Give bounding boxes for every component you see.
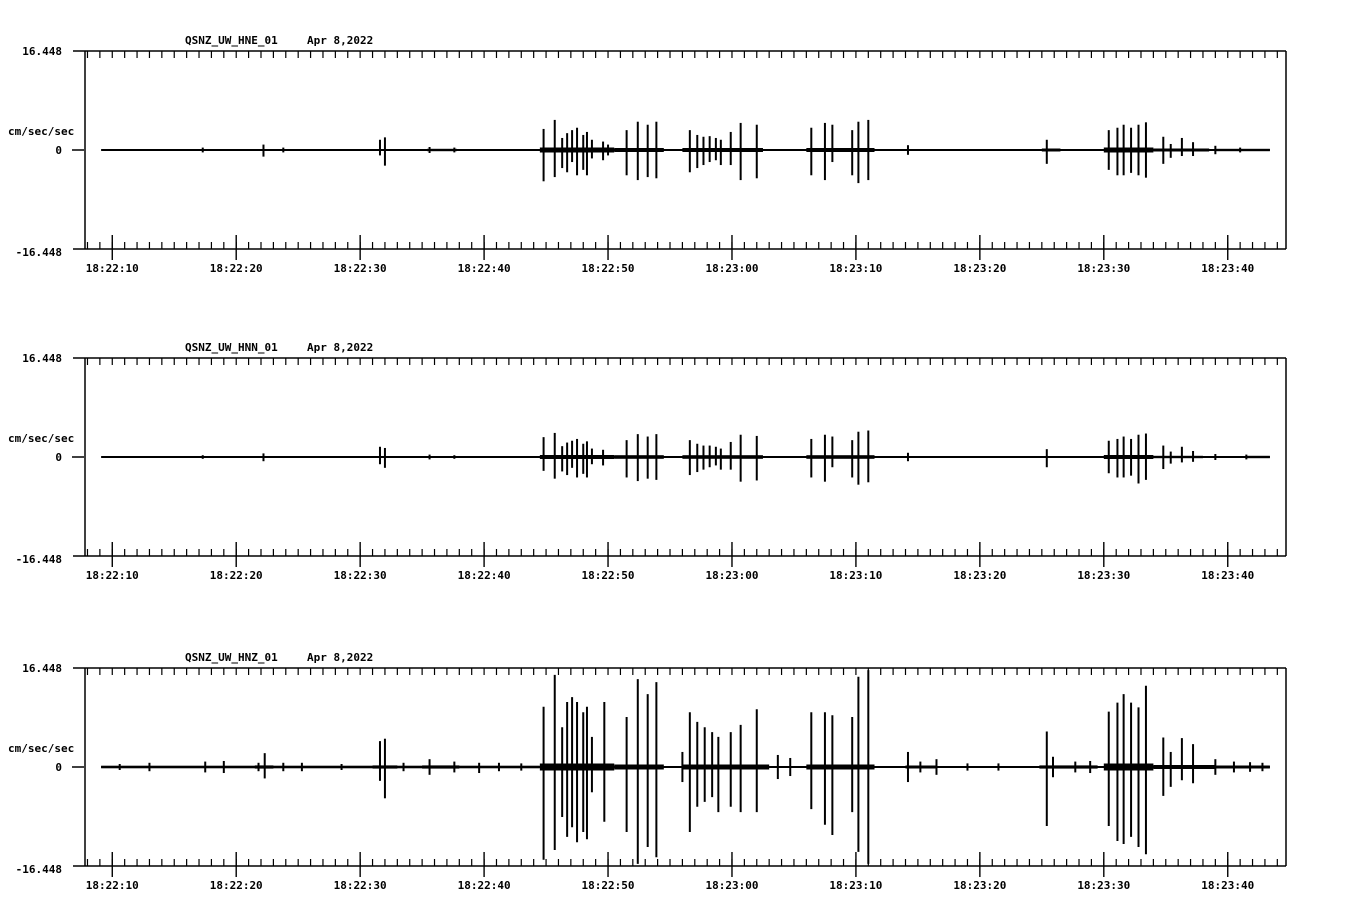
trace-noise-band [936, 766, 1035, 768]
x-tick-label: 18:23:20 [953, 569, 1007, 582]
trace-noise-band [682, 455, 763, 459]
station-id-label: QSNZ_UW_HNZ_01 [185, 651, 278, 664]
y-axis-zero-label: 0 [55, 761, 62, 774]
x-tick-label: 18:23:20 [953, 879, 1007, 892]
y-axis-units-label: cm/sec/sec [8, 432, 75, 445]
x-tick-label: 18:23:10 [829, 262, 883, 275]
x-tick-label: 18:22:40 [457, 879, 511, 892]
x-tick-label: 18:23:00 [705, 262, 759, 275]
station-id-label: QSNZ_UW_HNN_01 [185, 341, 278, 354]
x-tick-label: 18:23:10 [829, 569, 883, 582]
x-tick-label: 18:22:30 [333, 262, 387, 275]
trace-noise-band [806, 765, 874, 770]
trace-noise-band [682, 148, 763, 152]
trace-noise-band [427, 149, 457, 151]
x-tick-label: 18:23:30 [1077, 879, 1131, 892]
x-tick-label: 18:22:30 [333, 569, 387, 582]
date-label: Apr 8,2022 [307, 651, 374, 664]
y-axis-units-label: cm/sec/sec [8, 742, 75, 755]
x-tick-label: 18:23:40 [1201, 262, 1255, 275]
trace-noise-band [806, 455, 874, 459]
y-axis-zero-label: 0 [55, 144, 62, 157]
y-axis-min-label: -16.448 [15, 863, 62, 876]
x-tick-label: 18:22:50 [581, 262, 635, 275]
x-tick-label: 18:22:10 [85, 569, 139, 582]
y-axis-zero-label: 0 [55, 451, 62, 464]
trace-noise-band [1215, 149, 1270, 151]
date-label: Apr 8,2022 [307, 341, 374, 354]
y-axis-min-label: -16.448 [15, 246, 62, 259]
x-tick-label: 18:22:20 [209, 262, 263, 275]
station-id-label: QSNZ_UW_HNE_01 [185, 34, 278, 47]
y-axis-min-label: -16.448 [15, 553, 62, 566]
y-axis-max-label: 16.448 [22, 352, 62, 365]
x-tick-label: 18:23:00 [705, 879, 759, 892]
x-tick-label: 18:23:00 [705, 569, 759, 582]
x-tick-label: 18:23:40 [1201, 569, 1255, 582]
trace-noise-band [1042, 149, 1061, 152]
x-tick-label: 18:23:30 [1077, 262, 1131, 275]
y-axis-units-label: cm/sec/sec [8, 125, 75, 138]
channel-panel-hne [0, 0, 1358, 307]
x-tick-label: 18:22:40 [457, 569, 511, 582]
x-tick-label: 18:22:10 [85, 262, 139, 275]
trace-noise-band [101, 766, 540, 769]
x-tick-label: 18:22:50 [581, 879, 635, 892]
x-tick-label: 18:23:30 [1077, 569, 1131, 582]
x-tick-label: 18:22:40 [457, 262, 511, 275]
x-tick-label: 18:22:50 [581, 569, 635, 582]
y-axis-max-label: 16.448 [22, 662, 62, 675]
x-tick-label: 18:22:20 [209, 569, 263, 582]
trace-noise-band [1246, 456, 1270, 458]
x-tick-label: 18:22:20 [209, 879, 263, 892]
x-tick-label: 18:22:10 [85, 879, 139, 892]
channel-panel-hnz [0, 617, 1358, 924]
channel-panel-hnn [0, 307, 1358, 614]
date-label: Apr 8,2022 [307, 34, 374, 47]
trace-noise-band [806, 148, 874, 152]
x-tick-label: 18:23:40 [1201, 879, 1255, 892]
trace-noise-band [1039, 765, 1097, 768]
trace-noise-band [1153, 456, 1203, 458]
x-tick-label: 18:23:20 [953, 262, 1007, 275]
y-axis-max-label: 16.448 [22, 45, 62, 58]
x-tick-label: 18:23:10 [829, 879, 883, 892]
x-tick-label: 18:22:30 [333, 879, 387, 892]
